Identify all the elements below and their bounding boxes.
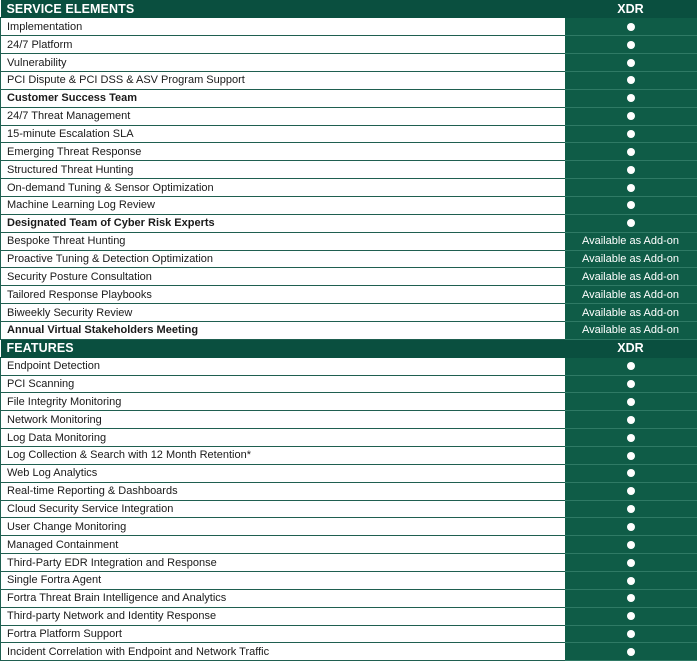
- table-row: [1, 304, 697, 322]
- table-row: [1, 36, 697, 54]
- table-row: [1, 625, 697, 643]
- filled-circle-icon: [627, 505, 635, 513]
- comparison-table-body: [1, 0, 697, 661]
- table-row: [1, 196, 697, 214]
- table-row: [1, 589, 697, 607]
- service-elements-header-row: [1, 0, 697, 18]
- table-row: [1, 393, 697, 411]
- row-value: [565, 71, 697, 89]
- table-row: [1, 411, 697, 429]
- filled-circle-icon: [627, 59, 635, 67]
- table-row: [1, 250, 697, 268]
- row-label: Single Fortra Agent: [1, 572, 565, 590]
- row-value: [565, 357, 697, 375]
- row-value: [565, 18, 697, 36]
- row-label: Web Log Analytics: [1, 464, 565, 482]
- filled-circle-icon: [627, 452, 635, 460]
- row-label: On-demand Tuning & Sensor Optimization: [1, 179, 565, 197]
- table-row: [1, 232, 697, 250]
- table-row: [1, 268, 697, 286]
- row-label: Annual Virtual Stakeholders Meeting: [1, 321, 565, 339]
- row-value: [565, 36, 697, 54]
- row-value: [565, 321, 697, 339]
- row-label: Tailored Response Playbooks: [1, 286, 565, 304]
- table-row: [1, 54, 697, 72]
- features-header-label: FEATURES: [1, 339, 565, 357]
- filled-circle-icon: [627, 398, 635, 406]
- filled-circle-icon: [627, 523, 635, 531]
- row-label: Structured Threat Hunting: [1, 161, 565, 179]
- row-label: Third-Party EDR Integration and Response: [1, 554, 565, 572]
- filled-circle-icon: [627, 630, 635, 638]
- row-label: Incident Correlation with Endpoint and Network Traffic: [1, 643, 565, 661]
- row-value: [565, 464, 697, 482]
- filled-circle-icon: [627, 487, 635, 495]
- filled-circle-icon: [627, 559, 635, 567]
- row-label: File Integrity Monitoring: [1, 393, 565, 411]
- row-label: Implementation: [1, 18, 565, 36]
- row-value: [565, 625, 697, 643]
- features-header-row: [1, 339, 697, 357]
- table-row: [1, 518, 697, 536]
- row-label: Proactive Tuning & Detection Optimization: [1, 250, 565, 268]
- row-label: 15-minute Escalation SLA: [1, 125, 565, 143]
- filled-circle-icon: [627, 76, 635, 84]
- row-value: [565, 446, 697, 464]
- row-label: Endpoint Detection: [1, 357, 565, 375]
- row-label: Log Collection & Search with 12 Month Retention*: [1, 446, 565, 464]
- table-row: [1, 482, 697, 500]
- table-row: [1, 161, 697, 179]
- row-label: Bespoke Threat Hunting: [1, 232, 565, 250]
- filled-circle-icon: [627, 130, 635, 138]
- filled-circle-icon: [627, 184, 635, 192]
- table-row: [1, 554, 697, 572]
- row-label: PCI Dispute & PCI DSS & ASV Program Support: [1, 71, 565, 89]
- add-on-text: Available as Add-on: [581, 324, 680, 337]
- row-label: Real-time Reporting & Dashboards: [1, 482, 565, 500]
- row-label: Biweekly Security Review: [1, 304, 565, 322]
- filled-circle-icon: [627, 148, 635, 156]
- filled-circle-icon: [627, 416, 635, 424]
- row-value: [565, 393, 697, 411]
- row-label: 24/7 Threat Management: [1, 107, 565, 125]
- filled-circle-icon: [627, 362, 635, 370]
- row-value: [565, 214, 697, 232]
- table-row: [1, 143, 697, 161]
- table-row: [1, 179, 697, 197]
- filled-circle-icon: [627, 219, 635, 227]
- row-label: Network Monitoring: [1, 411, 565, 429]
- table-row: [1, 643, 697, 661]
- row-value: [565, 643, 697, 661]
- filled-circle-icon: [627, 94, 635, 102]
- filled-circle-icon: [627, 434, 635, 442]
- table-row: [1, 321, 697, 339]
- row-value: [565, 536, 697, 554]
- filled-circle-icon: [627, 594, 635, 602]
- filled-circle-icon: [627, 648, 635, 656]
- row-label: Vulnerability: [1, 54, 565, 72]
- row-label: User Change Monitoring: [1, 518, 565, 536]
- row-value: [565, 54, 697, 72]
- filled-circle-icon: [627, 23, 635, 31]
- table-row: [1, 107, 697, 125]
- row-value: [565, 196, 697, 214]
- row-label: Fortra Threat Brain Intelligence and Analytics: [1, 589, 565, 607]
- row-value: [565, 429, 697, 447]
- row-value: [565, 572, 697, 590]
- row-label: Third-party Network and Identity Response: [1, 607, 565, 625]
- row-value: [565, 179, 697, 197]
- row-value: [565, 161, 697, 179]
- row-value: [565, 125, 697, 143]
- table-row: [1, 125, 697, 143]
- row-value: [565, 304, 697, 322]
- filled-circle-icon: [627, 112, 635, 120]
- row-label: PCI Scanning: [1, 375, 565, 393]
- table-row: [1, 357, 697, 375]
- features-header-xdr: XDR: [565, 339, 697, 357]
- table-row: [1, 429, 697, 447]
- row-value: [565, 518, 697, 536]
- row-value: [565, 232, 697, 250]
- table-row: [1, 89, 697, 107]
- row-value: [565, 589, 697, 607]
- row-label: Security Posture Consultation: [1, 268, 565, 286]
- filled-circle-icon: [627, 201, 635, 209]
- row-value: [565, 143, 697, 161]
- table-row: [1, 214, 697, 232]
- filled-circle-icon: [627, 380, 635, 388]
- filled-circle-icon: [627, 41, 635, 49]
- table-row: [1, 536, 697, 554]
- row-value: [565, 482, 697, 500]
- row-label: Customer Success Team: [1, 89, 565, 107]
- add-on-text: Available as Add-on: [581, 306, 680, 319]
- table-row: [1, 286, 697, 304]
- filled-circle-icon: [627, 469, 635, 477]
- table-row: [1, 464, 697, 482]
- row-value: [565, 500, 697, 518]
- add-on-text: Available as Add-on: [581, 270, 680, 283]
- table-row: [1, 446, 697, 464]
- filled-circle-icon: [627, 577, 635, 585]
- table-row: [1, 607, 697, 625]
- row-label: 24/7 Platform: [1, 36, 565, 54]
- row-value: [565, 286, 697, 304]
- row-value: [565, 375, 697, 393]
- row-label: Machine Learning Log Review: [1, 196, 565, 214]
- row-label: Managed Containment: [1, 536, 565, 554]
- table-row: [1, 572, 697, 590]
- add-on-text: Available as Add-on: [581, 252, 680, 265]
- service-elements-header-xdr: XDR: [565, 0, 697, 18]
- row-label: Log Data Monitoring: [1, 429, 565, 447]
- row-label: Fortra Platform Support: [1, 625, 565, 643]
- row-value: [565, 107, 697, 125]
- service-elements-header-label: SERVICE ELEMENTS: [1, 0, 565, 18]
- filled-circle-icon: [627, 612, 635, 620]
- row-value: [565, 411, 697, 429]
- row-value: [565, 554, 697, 572]
- row-value: [565, 250, 697, 268]
- row-label: Designated Team of Cyber Risk Experts: [1, 214, 565, 232]
- row-label: Emerging Threat Response: [1, 143, 565, 161]
- filled-circle-icon: [627, 166, 635, 174]
- add-on-text: Available as Add-on: [581, 288, 680, 301]
- table-row: [1, 375, 697, 393]
- filled-circle-icon: [627, 541, 635, 549]
- row-value: [565, 607, 697, 625]
- table-row: [1, 18, 697, 36]
- add-on-text: Available as Add-on: [581, 235, 680, 248]
- table-row: [1, 71, 697, 89]
- row-value: [565, 89, 697, 107]
- row-value: [565, 268, 697, 286]
- table-row: [1, 500, 697, 518]
- row-label: Cloud Security Service Integration: [1, 500, 565, 518]
